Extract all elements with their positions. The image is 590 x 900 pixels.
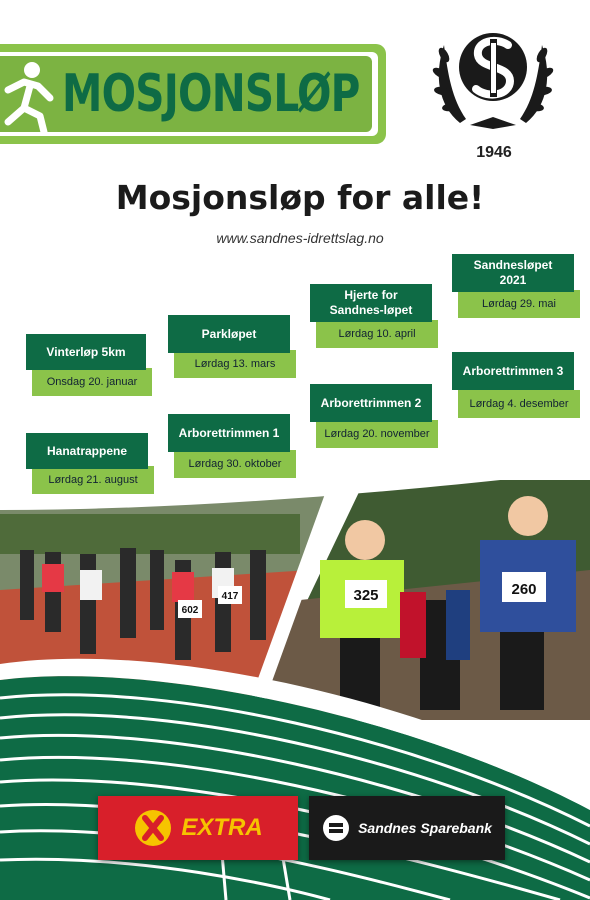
svg-text:325: 325 [353, 587, 379, 604]
race-date: Lørdag 21. august [32, 466, 154, 494]
website-link[interactable]: www.sandnes-idrettslag.no [216, 230, 384, 246]
race-name: Hjerte for Sandnes-løpet [310, 284, 432, 322]
race-name: Parkløpet [168, 315, 290, 353]
bib-260 [502, 572, 546, 602]
race-date: Lørdag 4. desember [458, 390, 580, 418]
race-name: Arborettrimmen 3 [452, 352, 574, 390]
sponsor-extra[interactable] [98, 796, 298, 860]
bank-logo-icon [322, 814, 350, 842]
page-title: MOSJONSLØP [62, 64, 360, 124]
sponsor-sandnes-sparebank[interactable] [309, 796, 505, 860]
headline: Mosjonsløp for alle! [115, 178, 485, 217]
race-name: Vinterløp 5km [26, 334, 146, 370]
race-date: Lørdag 20. november [316, 420, 438, 448]
race-date: Lørdag 30. oktober [174, 450, 296, 478]
race-date: Lørdag 10. april [316, 320, 438, 348]
svg-text:417: 417 [221, 591, 239, 602]
club-logo [430, 15, 556, 133]
race-name: Sandnesløpet 2021 [452, 254, 574, 292]
runner-icon [0, 50, 60, 136]
founding-year: 1946 [476, 144, 512, 161]
bib-417 [218, 586, 242, 604]
sponsor-bank-label: Sandnes Sparebank [358, 820, 492, 836]
sponsor-extra-label: EXTRA [181, 814, 263, 841]
running-track [0, 640, 590, 900]
svg-text:602: 602 [181, 605, 199, 616]
race-name: Arborettrimmen 2 [310, 384, 432, 422]
race-name: Arborettrimmen 1 [168, 414, 290, 452]
race-name: Hanatrappene [26, 433, 148, 469]
race-date: Lørdag 13. mars [174, 350, 296, 378]
bib-602 [178, 600, 202, 618]
svg-text:260: 260 [511, 581, 537, 598]
race-date: Lørdag 29. mai [458, 290, 580, 318]
extra-logo-icon [133, 808, 173, 848]
race-date: Onsdag 20. januar [32, 368, 152, 396]
bib-325 [345, 580, 387, 608]
